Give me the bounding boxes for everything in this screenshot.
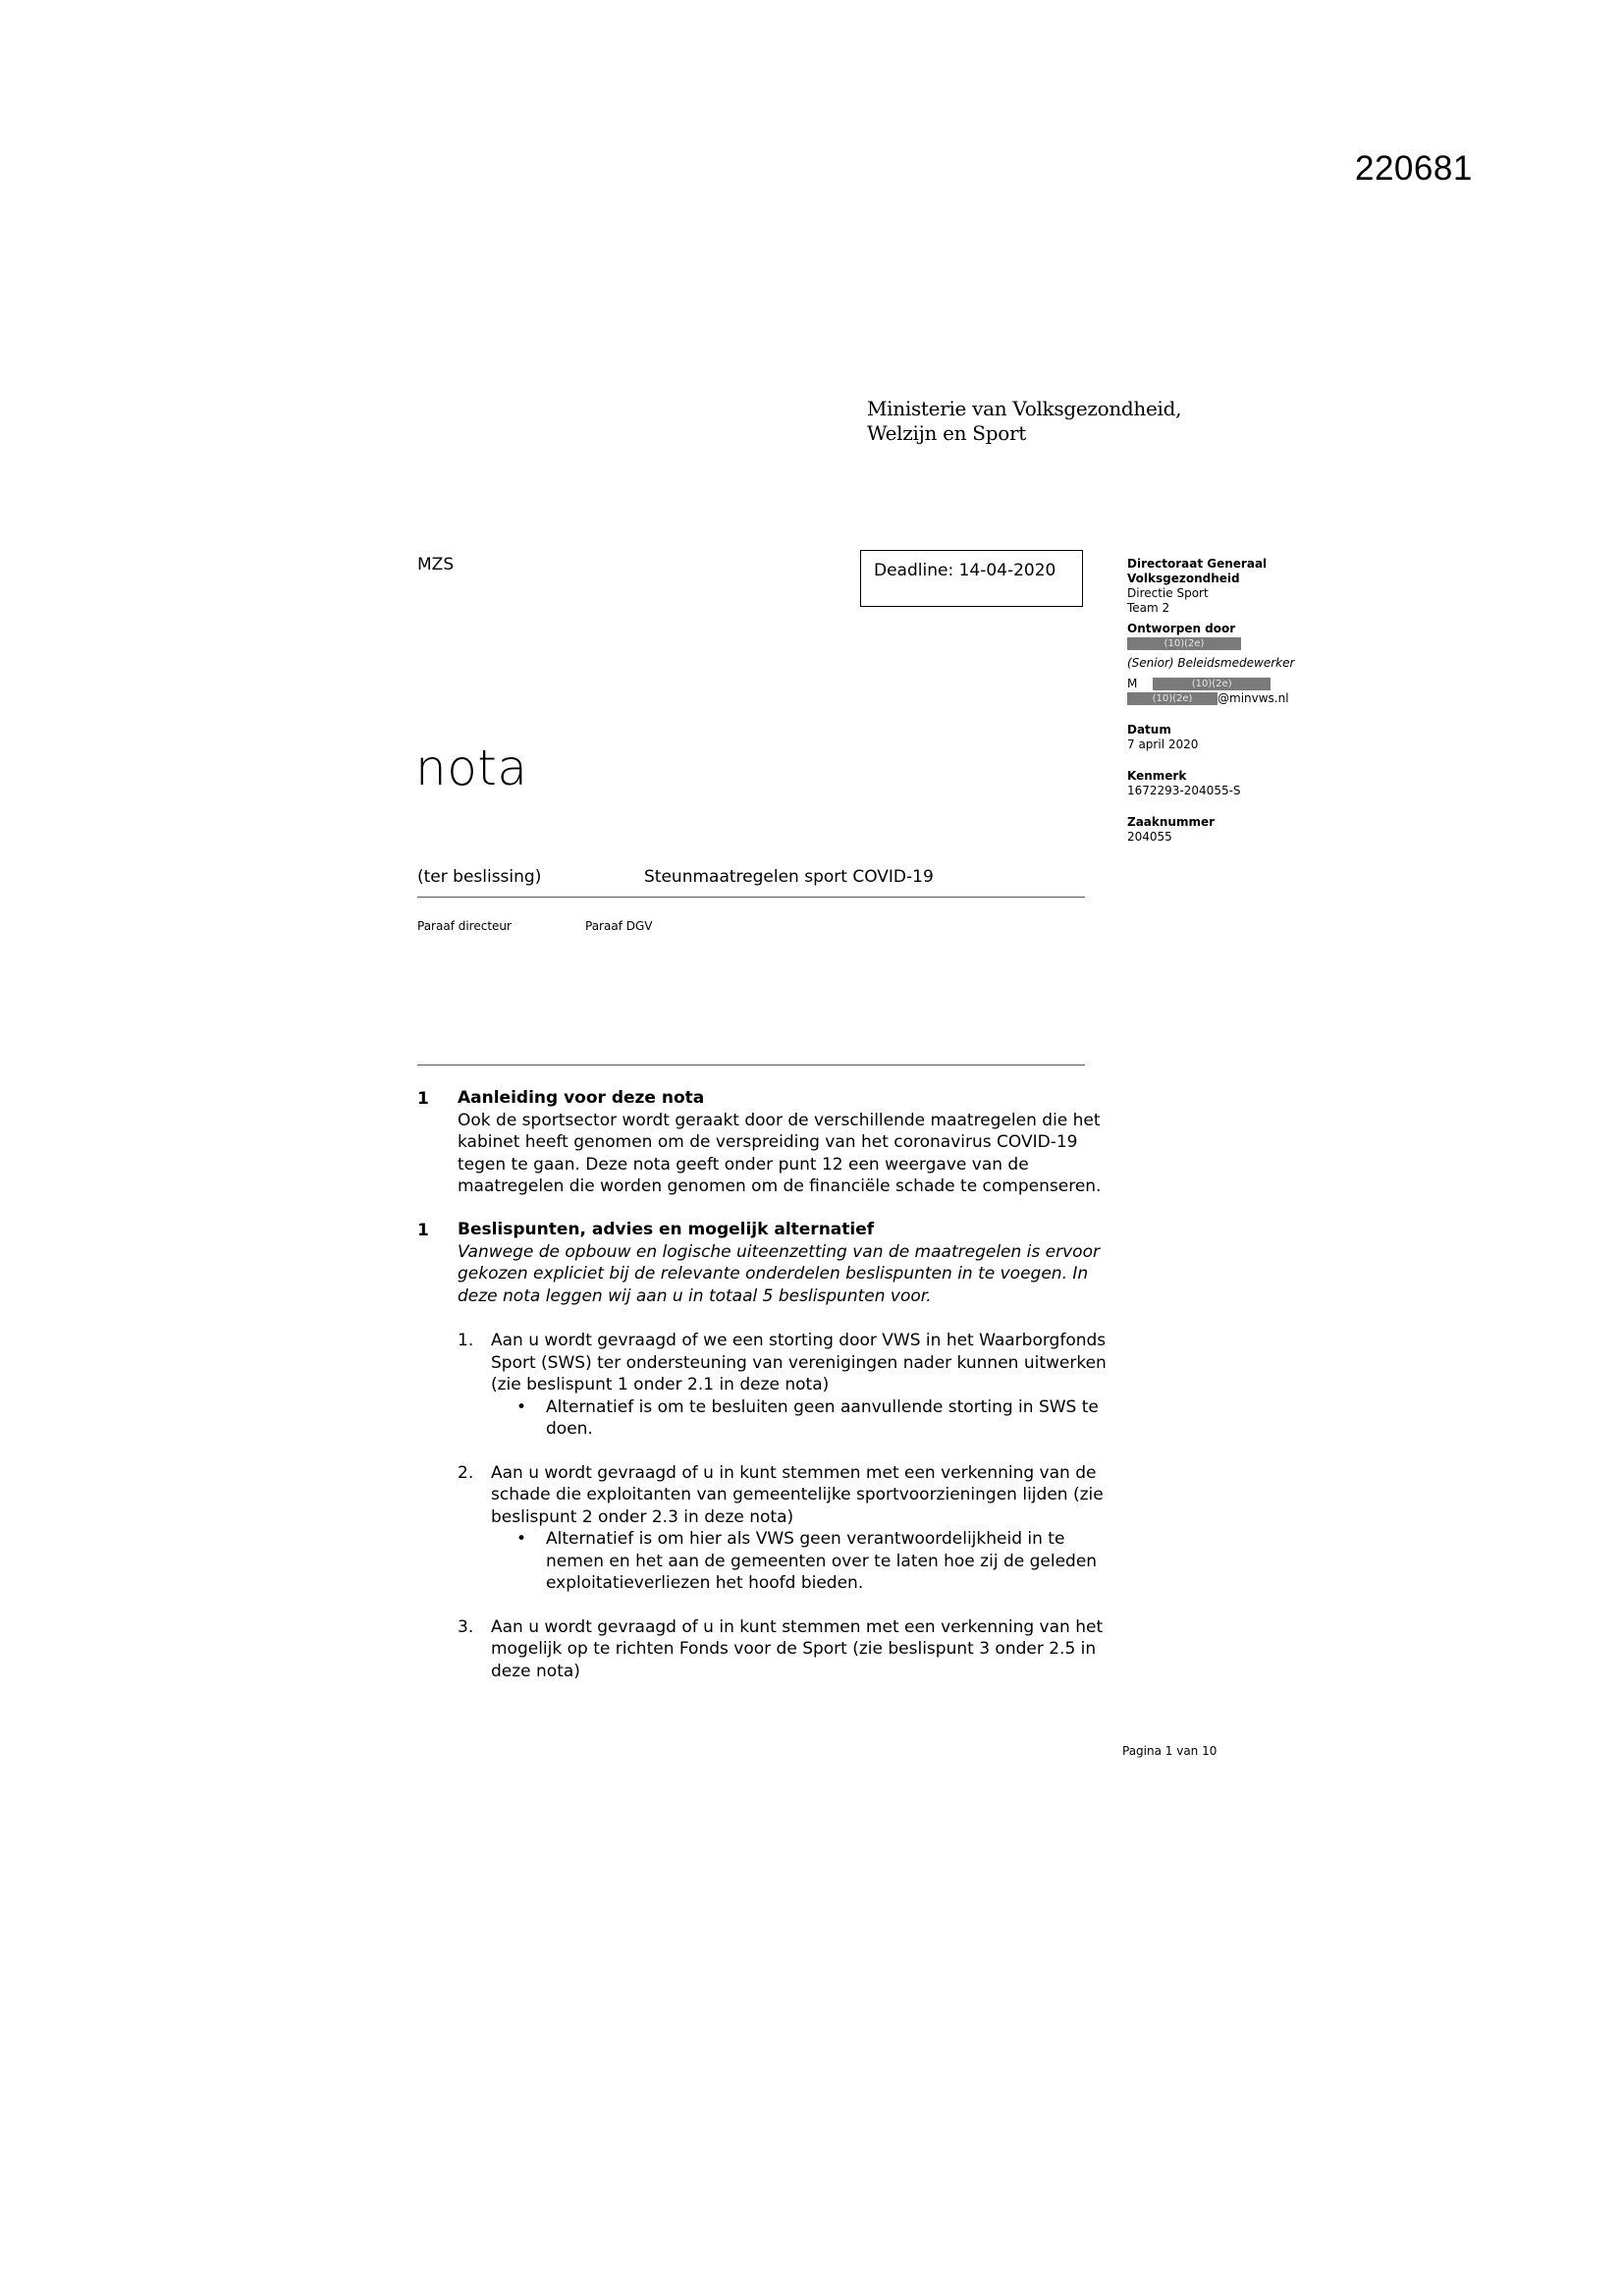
decision-line: Aan u wordt gevraagd of u in kunt stemmen met een verkenning van het (491, 1616, 1104, 1637)
section-2-intro-line: deze nota leggen wij aan u in totaal 5 beslispunten voor. (458, 1285, 932, 1306)
org-line-1: Directoraat Generaal (1127, 557, 1268, 571)
section-1-title: Aanleiding voor deze nota (458, 1088, 705, 1108)
bullet-icon: • (516, 1529, 527, 1549)
addressee: MZS (417, 555, 455, 574)
document-type: (ter beslissing) (417, 867, 542, 887)
alternative-line: Alternatief is om hier als VWS geen verantwoordelijkheid in te (546, 1529, 1065, 1549)
paraaf-director: Paraaf directeur (417, 919, 512, 933)
section-2-intro-line: Vanwege de opbouw en logische uiteenzetting van de maatregelen is ervoor (458, 1241, 1100, 1262)
section-1-line: Ook de sportsector wordt geraakt door de verschillende maatregelen die het (458, 1110, 1101, 1130)
decision-number: 1. (458, 1331, 474, 1350)
drafted-by-label: Ontworpen door (1127, 622, 1236, 635)
redaction-box: (10)(2e) (1153, 678, 1271, 690)
reference-label: Kenmerk (1127, 769, 1187, 783)
org-line-2: Volksgezondheid (1127, 572, 1240, 585)
divider (417, 897, 1085, 898)
decision-item (458, 1330, 1125, 1441)
decision-list (458, 1330, 1125, 1704)
case-value: 204055 (1127, 830, 1172, 844)
decision-item (458, 1616, 1125, 1683)
decision-line: deze nota) (491, 1661, 580, 1681)
team: Team 2 (1127, 601, 1170, 615)
section-2-intro-line: gekozen expliciet bij de relevante onderdelen beslispunten in te voegen. In (458, 1264, 1089, 1284)
ministry-name-line-2: Welzijn en Sport (867, 421, 1026, 445)
decision-item (458, 1462, 1125, 1595)
section-1-line: maatregelen die worden genomen om de financiële schade te compenseren. (458, 1176, 1102, 1196)
decision-line: (zie beslispunt 1 onder 2.1 in deze nota) (491, 1375, 830, 1394)
case-label: Zaaknummer (1127, 815, 1216, 829)
phone-prefix: M (1127, 677, 1138, 690)
decision-line: Sport (SWS) ter ondersteuning van verenigingen nader kunnen uitwerken (491, 1352, 1107, 1373)
deadline-text: Deadline: 14-04-2020 (874, 561, 1056, 580)
alternative-line: Alternatief is om te besluiten geen aanvullende storting in SWS te (546, 1396, 1099, 1417)
phone-line (1127, 677, 1363, 691)
sidebar-metadata (1127, 557, 1363, 845)
decision-line: mogelijk op te richten Fonds voor de Sport (zie beslispunt 3 onder 2.5 in (491, 1639, 1097, 1659)
ministry-name-line-1: Ministerie van Volksgezondheid, (867, 397, 1182, 420)
decision-line: schade die exploitanten van gemeentelijke sportvoorzieningen lijden (zie (491, 1485, 1104, 1504)
alternative-line: doen. (546, 1419, 593, 1439)
divider (417, 1065, 1085, 1066)
alternative-line: nemen en het aan de gemeenten over te laten hoe zij de geleden (546, 1551, 1098, 1571)
paraaf-dgv: Paraaf DGV (585, 919, 653, 933)
reference-value: 1672293-204055-S (1127, 784, 1241, 797)
drafter-role: (Senior) Beleidsmedewerker (1127, 656, 1295, 670)
page-number: Pagina 1 van 10 (1122, 1744, 1218, 1758)
decision-number: 3. (458, 1616, 474, 1637)
bullet-icon: • (516, 1396, 527, 1417)
alternative-item (491, 1528, 1125, 1595)
section-2-number: 1 (417, 1221, 429, 1240)
deadline-box (860, 550, 1083, 607)
ministry-logo (867, 397, 1181, 446)
section-1-line: tegen te gaan. Deze nota geeft onder punt 12 een weergave van de (458, 1154, 1029, 1175)
decision-line: Aan u wordt gevraagd of we een storting door VWS in het Waarborgfonds (491, 1331, 1107, 1350)
redaction-box: (10)(2e) (1127, 637, 1241, 650)
drafted-by-redaction (1127, 636, 1363, 651)
decision-number: 2. (458, 1462, 474, 1483)
section-2 (458, 1219, 1125, 1307)
email-suffix: @minvws.nl (1218, 691, 1289, 705)
document-number: 220681 (1355, 149, 1473, 188)
email-line (1127, 691, 1363, 706)
section-1-number: 1 (417, 1089, 429, 1109)
document-title: nota (415, 739, 528, 796)
date-value: 7 april 2020 (1127, 738, 1199, 751)
redaction-box: (10)(2e) (1127, 692, 1218, 705)
alternative-item (491, 1396, 1125, 1441)
decision-line: Aan u wordt gevraagd of u in kunt stemmen met een verkenning van de (491, 1462, 1097, 1483)
date-label: Datum (1127, 723, 1171, 737)
document-subject: Steunmaatregelen sport COVID-19 (644, 867, 934, 887)
decision-line: beslispunt 2 onder 2.3 in deze nota) (491, 1506, 794, 1527)
alternative-line: exploitatieverliezen het hoofd bieden. (546, 1573, 864, 1593)
section-2-title: Beslispunten, advies en mogelijk alternatief (458, 1220, 875, 1239)
section-1 (458, 1087, 1125, 1198)
section-1-line: kabinet heeft genomen om de verspreiding van het coronavirus COVID-19 (458, 1132, 1078, 1152)
directie: Directie Sport (1127, 586, 1209, 600)
